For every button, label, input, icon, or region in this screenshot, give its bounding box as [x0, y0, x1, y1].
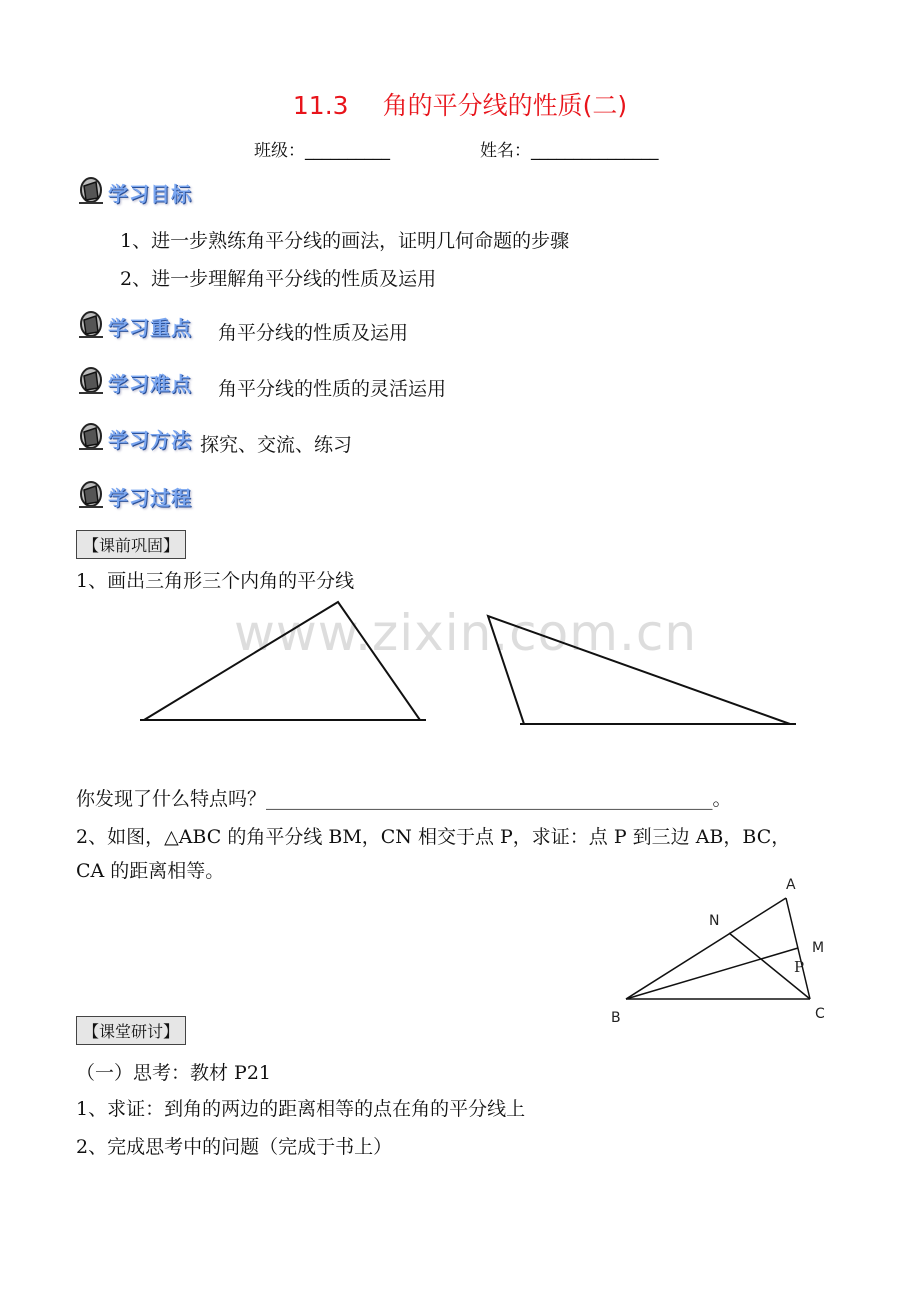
- method-text: 探究、交流、练习: [200, 434, 353, 456]
- review-section-tag: 【课前巩固】: [76, 530, 186, 559]
- title-number: 11.3: [292, 91, 349, 120]
- section-label-method: 学习方法: [108, 428, 192, 452]
- segment-ab: [626, 898, 786, 999]
- class-field-label: 班级：__________: [254, 141, 390, 161]
- watermark: www.zixin.com.cn: [234, 604, 698, 662]
- label-p: P: [794, 958, 805, 976]
- classroom-item-2: 2、完成思考中的问题（完成于书上）: [76, 1136, 393, 1158]
- goal-item-1: 1、进一步熟练角平分线的画法，证明几何命题的步骤: [120, 230, 570, 252]
- question-found-text: 你发现了什么特点吗？: [76, 788, 267, 810]
- review-question-2-line1: 2、如图，△ABC 的角平分线 BM，CN 相交于点 P，求证：点 P 到三边 AB，BC，: [76, 826, 791, 848]
- name-field-label: 姓名：_______________: [480, 141, 659, 161]
- key-point-text: 角平分线的性质及运用: [218, 322, 409, 344]
- label-a: A: [786, 877, 796, 893]
- title-text: 角的平分线的性质(二): [382, 91, 628, 120]
- label-c: C: [815, 1006, 825, 1022]
- classroom-section-tag: 【课堂研讨】: [76, 1016, 186, 1045]
- section-label-process: 学习过程: [108, 486, 192, 510]
- label-m: M: [812, 940, 825, 956]
- answer-blank[interactable]: _______________________________________________: [266, 788, 713, 810]
- goal-item-2: 2、进一步理解角平分线的性质及运用: [120, 268, 437, 290]
- label-b: B: [611, 1010, 621, 1026]
- period: 。: [712, 788, 732, 810]
- section-label-key-point: 学习重点: [108, 316, 192, 340]
- section-label-difficulty: 学习难点: [108, 372, 192, 396]
- classroom-think: （一）思考：教材 P21: [76, 1062, 272, 1084]
- segment-bm: [626, 948, 798, 999]
- classroom-item-1: 1、求证：到角的两边的距离相等的点在角的平分线上: [76, 1098, 526, 1120]
- review-question-1: 1、画出三角形三个内角的平分线: [76, 570, 355, 592]
- section-label-goals: 学习目标: [108, 182, 192, 206]
- difficulty-text: 角平分线的性质的灵活运用: [218, 378, 447, 400]
- label-n: N: [709, 913, 720, 929]
- review-question-2-line2: CA 的距离相等。: [76, 860, 225, 882]
